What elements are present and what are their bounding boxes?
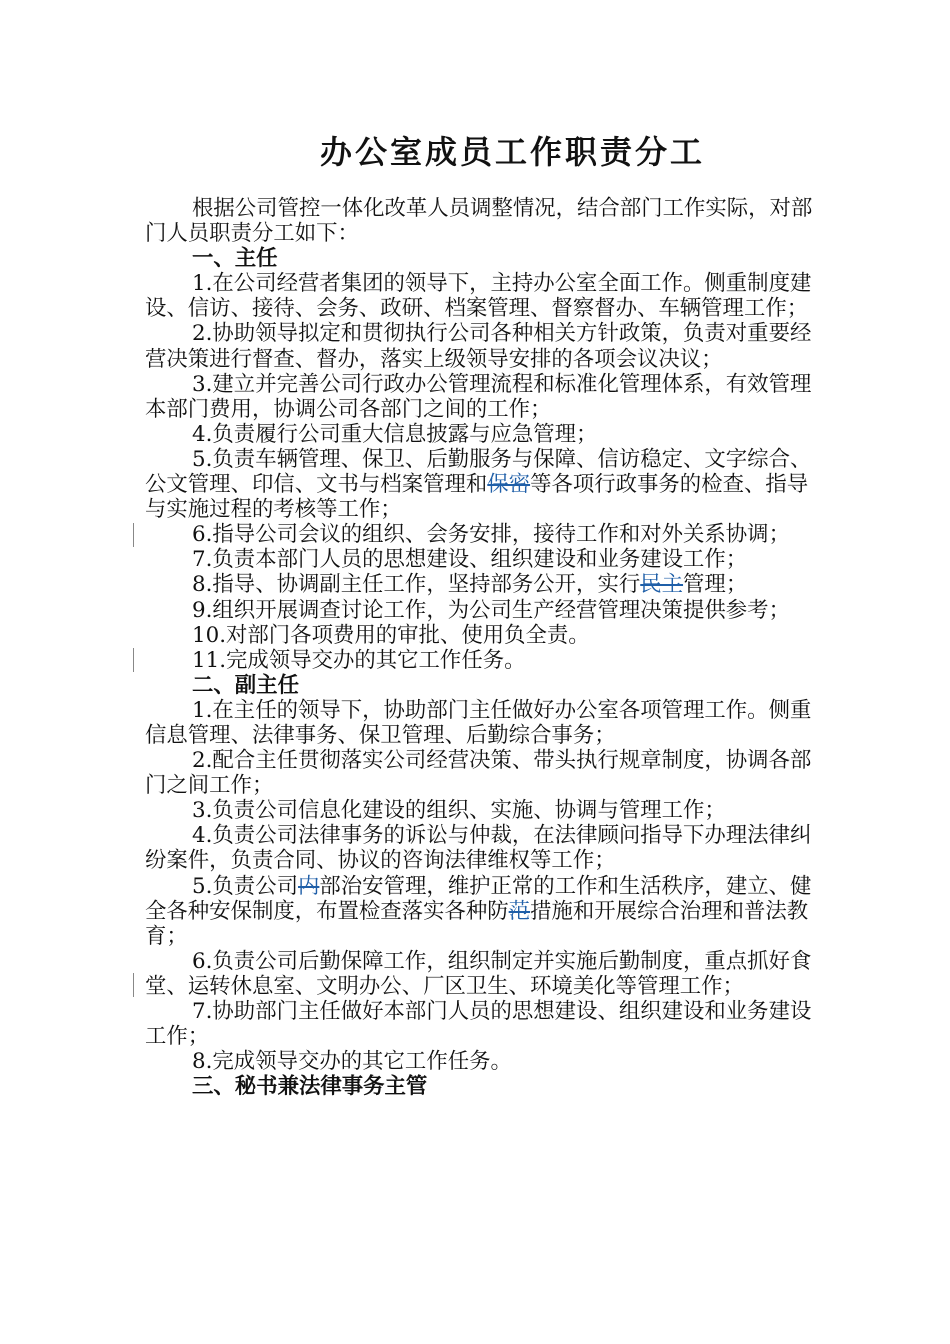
intro-paragraph: 根据公司管控一体化改革人员调整情况，结合部门工作实际，对部门人员职责分工如下： (145, 196, 813, 247)
list-item: 6.负责公司后勤保障工作，组织制定并实施后勤制度，重点抓好食堂、运转休息室、文明办公、厂区卫生、环境美化等管理工作； (145, 948, 812, 999)
list-item: 3.建立并完善公司行政办公管理流程和标准化管理体系，有效管理本部门费用，协调公司各部门之间的工作； (145, 371, 812, 422)
section-heading: 二、副主任 (192, 672, 299, 698)
tracked-deletion: 内 (297, 873, 320, 899)
section-heading: 三、秘书兼法律事务主管 (192, 1074, 428, 1100)
tracked-deletion: 民主 (640, 572, 684, 598)
revision-bar (133, 973, 134, 997)
item-text: 管理； (683, 572, 748, 598)
tracked-deletion: 保密 (487, 472, 531, 498)
list-item: 1.在公司经营者集团的领导下，主持办公室全面工作。侧重制度建设、信访、接待、会务、政研、档案管理、督察督办、车辆管理工作； (145, 271, 812, 322)
revision-bar (133, 648, 134, 672)
list-item: 6.指导公司会议的组织、会务安排，接待工作和对外关系协调； (192, 522, 790, 548)
item-text: 部治安管理，维护正常的工作和生活秩序，建立、健全各种安保制度，布置检查落实各种防 (145, 873, 812, 924)
revision-bar (133, 523, 134, 547)
list-item: 7.负责本部门人员的思想建设、组织建设和业务建设工作； (192, 547, 748, 573)
document-title: 办公室成员工作职责分工 (319, 133, 705, 171)
list-item (145, 447, 813, 522)
list-item: 10.对部门各项费用的审批、使用负全责。 (192, 622, 590, 648)
list-item: 1.在主任的领导下，协助部门主任做好办公室各项管理工作。侧重信息管理、法律事务、保卫管理、后勤综合事务； (145, 697, 812, 748)
list-item (145, 874, 813, 949)
list-item (145, 572, 813, 597)
item-text: 措施和开展综合治理和普法教育； (145, 898, 809, 949)
item-text: 5.负责公司 (192, 873, 298, 899)
list-item: 4.负责公司法律事务的诉讼与仲裁，在法律顾问指导下办理法律纠纷案件，负责合同、协议的咨询法律维权等工作； (145, 823, 812, 874)
item-text: 8.指导、协调副主任工作，坚持部务公开，实行 (192, 572, 641, 598)
tracked-deletion: 范 (508, 898, 531, 924)
list-item: 7.协助部门主任做好本部门人员的思想建设、组织建设和业务建设工作； (145, 999, 812, 1050)
list-item: 11.完成领导交办的其它工作任务。 (192, 647, 526, 673)
section-heading: 一、主任 (192, 246, 278, 272)
list-item: 3.负责公司信息化建设的组织、实施、协调与管理工作； (192, 798, 726, 824)
list-item: 4.负责履行公司重大信息披露与应急管理； (192, 421, 598, 447)
list-item: 8.完成领导交办的其它工作任务。 (192, 1049, 512, 1075)
list-item: 2.协助领导拟定和贯彻执行公司各种相关方针政策，负责对重要经营决策进行督查、督办，落实上级领导安排的各项会议决议； (145, 321, 812, 372)
list-item: 2.配合主任贯彻落实公司经营决策、带头执行规章制度，协调各部门之间工作； (145, 748, 812, 799)
list-item: 9.组织开展调查讨论工作，为公司生产经营管理决策提供参考； (192, 597, 790, 623)
document-body (145, 196, 813, 1099)
item-text: 等各项行政事务的检查、指导与实施过程的考核等工作； (145, 472, 809, 523)
item-text: 5.负责车辆管理、保卫、后勤服务与保障、信访稳定、文字综合、公文管理、印信、文书与档案管理和 (145, 446, 812, 498)
